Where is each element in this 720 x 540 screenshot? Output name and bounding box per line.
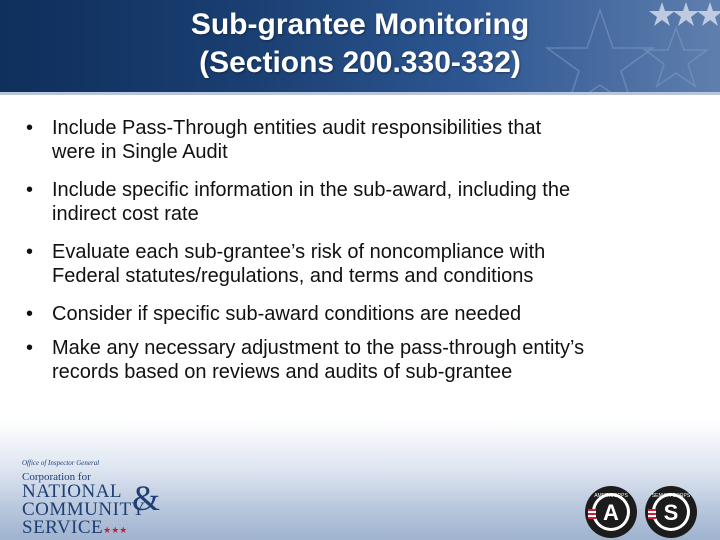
bullet-text-line: Include specific information in the sub-award, including the — [52, 179, 571, 201]
logo-service-line — [22, 519, 146, 539]
bullet-text-line: indirect cost rate — [52, 203, 199, 225]
bullet-item — [26, 178, 706, 226]
senior-corps-seal-icon — [644, 485, 698, 539]
oig-label: Office of Inspector General — [22, 459, 100, 467]
bullet-text-line: Evaluate each sub-grantee’s risk of noncompliance with — [52, 241, 546, 263]
bullet-marker: • — [26, 303, 34, 325]
bullet-text-line: Include Pass-Through entities audit responsibilities that — [52, 117, 542, 139]
logo-corporation-line: Corporation for — [22, 471, 91, 483]
logo-community-line: COMMUNITY — [22, 499, 146, 520]
bullet-marker: • — [26, 241, 34, 263]
star-icon: ★★★ — [103, 525, 128, 535]
header-divider — [0, 92, 720, 95]
seal-caption: SENIOR CORPS — [651, 493, 691, 499]
bullet-text-line: Consider if specific sub-award conditions are needed — [52, 303, 522, 325]
bullet-item — [26, 302, 706, 326]
slide-title-line-1: Sub-grantee Monitoring — [190, 8, 530, 41]
bullet-text-line: records based on reviews and audits of sub-grantee — [52, 361, 513, 383]
bullet-text-line: Federal statutes/regulations, and terms and conditions — [52, 265, 534, 287]
seal-caption: AMERICORPS — [594, 493, 628, 499]
bullet-item — [26, 240, 706, 288]
logo-service-text: SERVICE — [22, 517, 104, 538]
slide-title — [0, 6, 720, 82]
bullet-marker: • — [26, 337, 34, 359]
logo-ampersand: & — [132, 478, 161, 518]
bullet-marker: • — [26, 117, 34, 139]
bullet-item — [26, 336, 706, 384]
bullet-text-line: were in Single Audit — [52, 141, 228, 163]
bullet-marker: • — [26, 179, 34, 201]
bullet-item — [26, 116, 706, 164]
logo-national-line: NATIONAL — [22, 481, 123, 502]
cncs-logo — [22, 471, 161, 539]
bullet-text-line: Make any necessary adjustment to the pass-through entity’s — [52, 337, 585, 359]
bullet-list — [26, 116, 706, 398]
americorps-seal-icon — [584, 485, 638, 539]
slide-title-line-2: (Sections 200.330-332) — [199, 46, 521, 79]
title-banner — [0, 0, 720, 92]
seal-letter: S — [663, 500, 679, 525]
seal-letter: A — [603, 500, 619, 525]
